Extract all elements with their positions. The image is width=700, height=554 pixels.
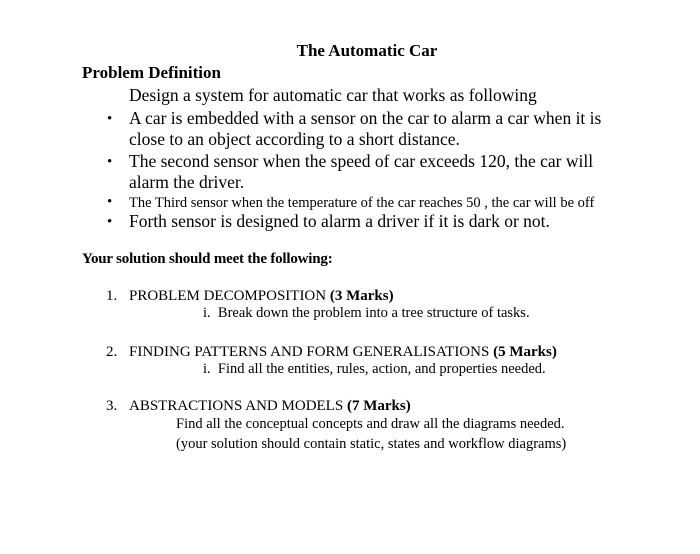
item-paragraph-3 bbox=[176, 414, 566, 454]
bullet-text-1-line-1: A car is embedded with a sensor on the car to alarm a car when it is bbox=[129, 108, 602, 128]
bullet-text-4: Forth sensor is designed to alarm a driver if it is dark or not. bbox=[129, 211, 550, 231]
item-heading-1-text: PROBLEM DECOMPOSITION bbox=[129, 288, 327, 304]
bullet-icon: • bbox=[107, 194, 113, 210]
item-sub-number-2: i. bbox=[203, 361, 211, 377]
item-sub-2 bbox=[203, 361, 546, 378]
bullet-text-1-line-2: close to an object according to a short distance. bbox=[129, 129, 460, 149]
intro-text: Design a system for automatic car that works as following bbox=[129, 85, 537, 105]
bullet-text-1 bbox=[129, 108, 601, 150]
bullet-text-2-line-1: The second sensor when the speed of car exceeds 120, the car will bbox=[129, 151, 594, 171]
item-sub-1 bbox=[203, 305, 530, 322]
item-marks-2: (5 Marks) bbox=[493, 344, 557, 360]
bullet-icon: • bbox=[107, 214, 113, 230]
item-sub-number-1: i. bbox=[203, 305, 211, 321]
item-sub-text-1: Break down the problem into a tree structure of tasks. bbox=[217, 305, 530, 321]
item-marks-3: (7 Marks) bbox=[346, 398, 411, 414]
item-number-2: 2. bbox=[106, 344, 118, 360]
item-heading-3-text: ABSTRACTIONS AND MODELS bbox=[129, 398, 344, 414]
item-heading-1 bbox=[129, 288, 394, 305]
item-number-1: 1. bbox=[106, 288, 118, 304]
bullet-text-3: The Third sensor when the temperature of the car reaches 50 , the car will be off bbox=[129, 195, 595, 211]
bullet-icon: • bbox=[107, 154, 113, 170]
item-heading-2-text: FINDING PATTERNS AND FORM GENERALISATIONS bbox=[129, 344, 490, 360]
item-marks-1: (3 Marks) bbox=[329, 288, 394, 304]
bullet-text-2-line-2: alarm the driver. bbox=[129, 172, 245, 192]
item-sub-text-2: Find all the entities, rules, action, and properties needed. bbox=[217, 361, 546, 377]
problem-definition-heading: Problem Definition bbox=[82, 63, 221, 82]
item-paragraph-3-line-2: (your solution should contain static, states and workflow diagrams) bbox=[176, 436, 567, 452]
item-heading-2 bbox=[129, 344, 557, 361]
page-title: The Automatic Car bbox=[296, 41, 438, 60]
solution-heading: Your solution should meet the following: bbox=[82, 251, 333, 267]
bullet-text-2 bbox=[129, 151, 593, 193]
bullet-icon: • bbox=[107, 111, 113, 127]
item-paragraph-3-line-1: Find all the conceptual concepts and draw all the diagrams needed. bbox=[176, 416, 565, 432]
item-heading-3 bbox=[129, 398, 411, 415]
item-number-3: 3. bbox=[106, 398, 118, 414]
